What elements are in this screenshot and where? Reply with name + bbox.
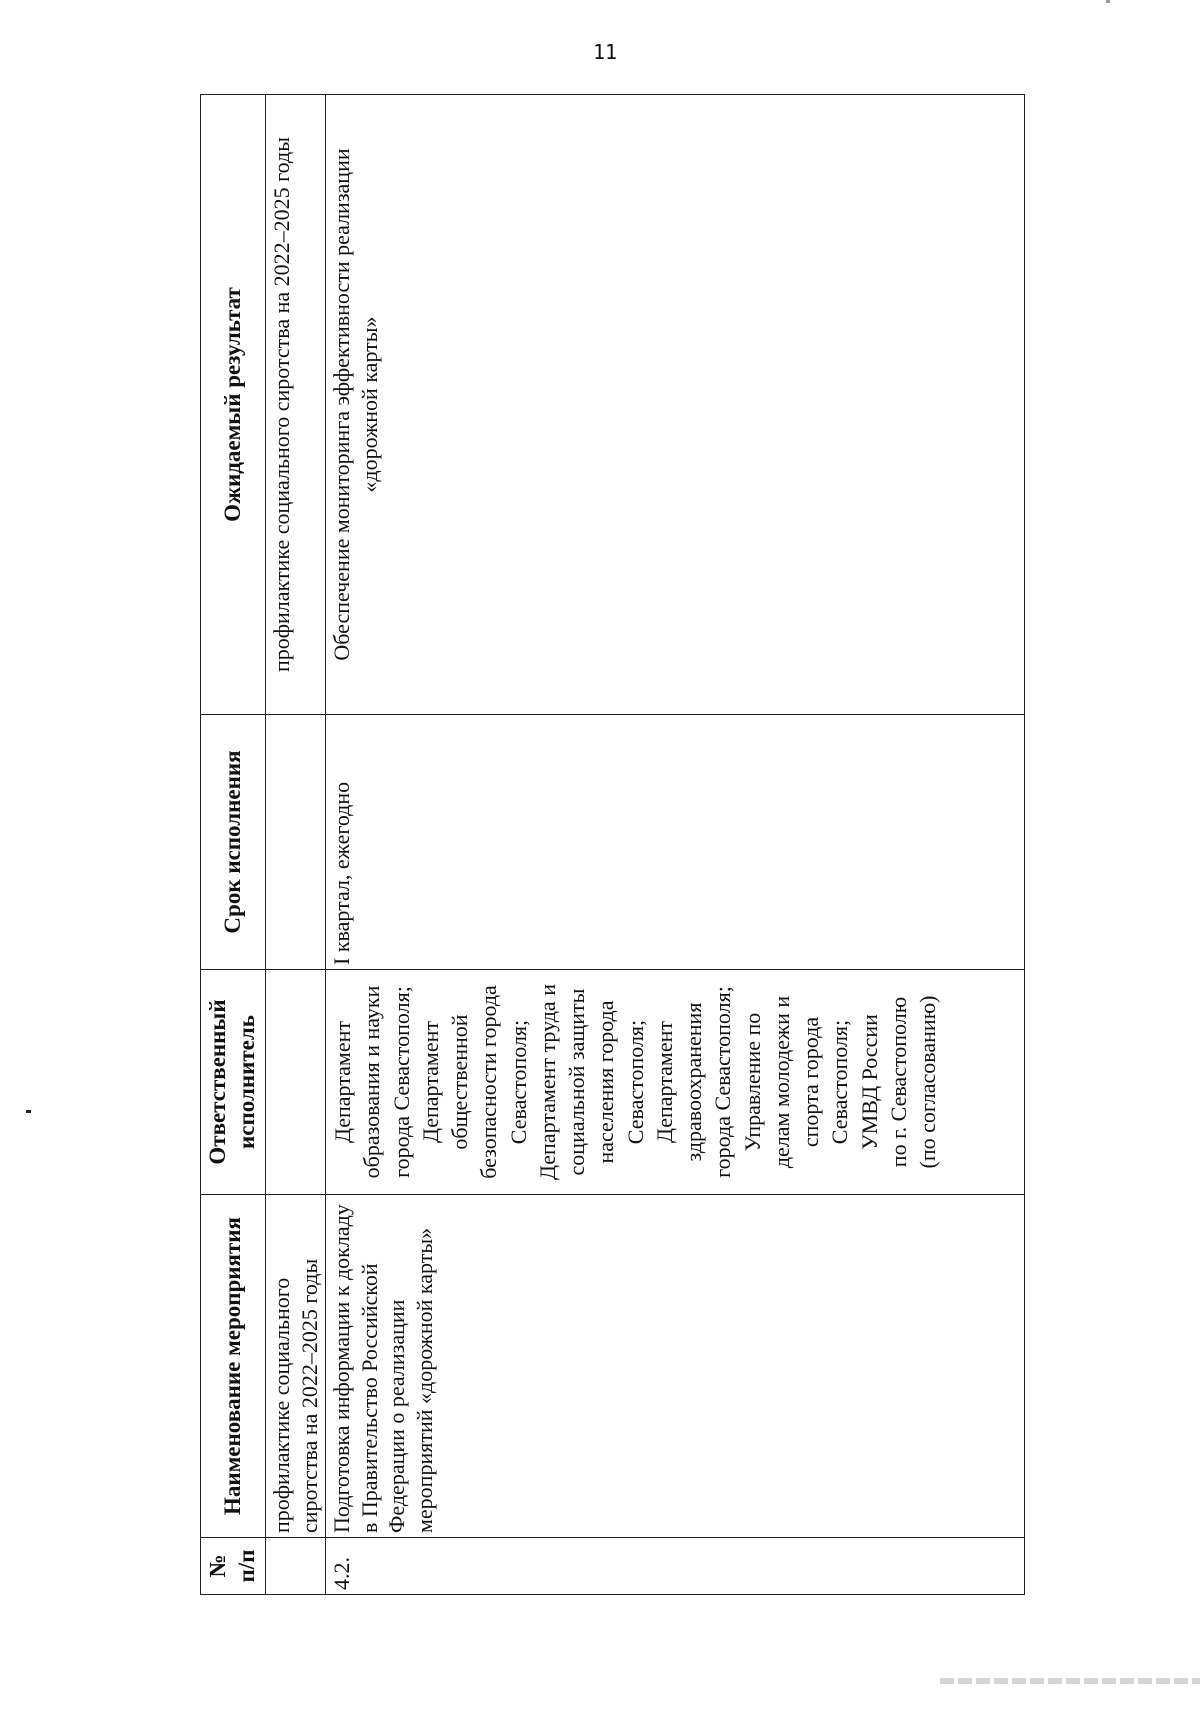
rotated-table-container xyxy=(200,95,1025,1595)
responsible-line: спорта города xyxy=(798,1016,823,1148)
scan-speck xyxy=(26,1110,31,1113)
responsible-line: образования и науки xyxy=(359,985,385,1179)
responsible-line: Департамент xyxy=(651,1021,677,1144)
responsible-line: здравоохранения xyxy=(681,1002,706,1162)
header-responsible: Ответственный исполнитель xyxy=(201,970,266,1195)
responsible-line: населения города xyxy=(593,1000,619,1164)
responsible-line: города Севастополя; xyxy=(388,986,414,1178)
responsible-line: УМВД России xyxy=(856,1014,882,1150)
cell-name: Подготовка информации к докладу в Правительство Российской Федерации о реализации мероприятий «дорожной карты» xyxy=(326,1195,1025,1538)
cell-deadline xyxy=(266,715,326,970)
cell-deadline: I квартал, ежегодно xyxy=(326,715,1025,970)
table-row xyxy=(266,95,326,1595)
cell-responsible xyxy=(266,970,326,1195)
cell-result: Обеспечение мониторинга эффективности реализации «дорожной карты» xyxy=(326,95,1025,715)
responsible-line: Севастополя; xyxy=(622,1019,648,1145)
header-result: Ожидаемый результат xyxy=(201,95,266,715)
cell-result: профилактике социального сиротства на 2022–2025 годы xyxy=(266,95,326,715)
header-name: Наименование мероприятия xyxy=(201,1195,266,1538)
responsible-line: Департамент xyxy=(417,1021,443,1144)
action-plan-table xyxy=(200,94,1025,1595)
cell-responsible xyxy=(326,970,1025,1195)
responsible-line: Департамент xyxy=(330,1021,355,1144)
responsible-line: по г. Севастополю xyxy=(885,996,911,1168)
responsible-line: общественной xyxy=(447,1014,472,1150)
cell-num: 4.2. xyxy=(326,1538,1025,1595)
scan-mark xyxy=(1106,0,1110,3)
cell-num xyxy=(266,1538,326,1595)
responsible-line: безопасности города xyxy=(476,985,502,1179)
scan-artifact xyxy=(940,1678,1200,1684)
header-num: № п/п xyxy=(201,1538,266,1595)
responsible-line: Севастополя; xyxy=(827,1019,853,1145)
header-deadline: Срок исполнения xyxy=(201,715,266,970)
responsible-line: Департамент труда и xyxy=(534,984,560,1180)
cell-name: профилактике социального сиротства на 2022–2025 годы xyxy=(266,1195,326,1538)
table-row xyxy=(326,95,1025,1595)
responsible-line: города Севастополя; xyxy=(710,986,736,1178)
responsible-line: социальной защиты xyxy=(564,988,589,1176)
responsible-line: делам молодежи и xyxy=(768,995,794,1169)
page-number: 11 xyxy=(592,40,618,64)
responsible-line: (по согласованию) xyxy=(915,995,940,1169)
table-header-row xyxy=(201,95,266,1595)
responsible-line: Севастополя; xyxy=(505,1019,531,1145)
responsible-line: Управление по xyxy=(739,1012,765,1152)
